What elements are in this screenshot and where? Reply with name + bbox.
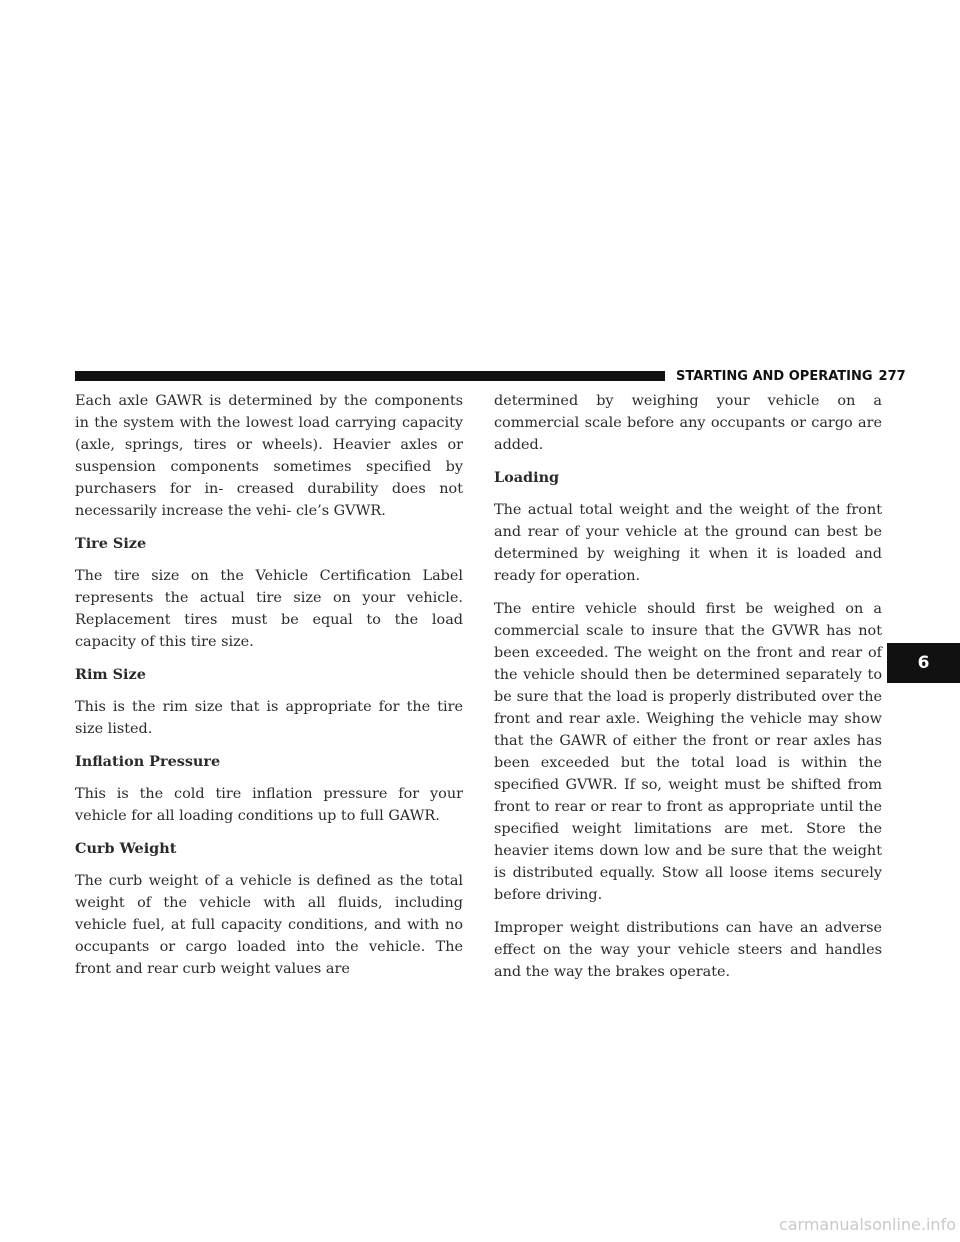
paragraph-curb-weight-continued: determined by weighing your vehicle on a commercial scale before any occupants or cargo are added. xyxy=(494,393,882,453)
paragraph-curb-weight: The curb weight of a vehicle is defined as the total weight of the vehicle with all fluids, including vehicle fuel, at full capacity conditions, and with no occupants or cargo loaded into the vehicle. The front and rear curb weight values are xyxy=(75,873,463,977)
paragraph-loading-1: The actual total weight and the weight of the front and rear of your vehicle at the ground can best be determined by weighing it when it is loaded and ready for operation. xyxy=(494,502,882,584)
running-header xyxy=(676,367,906,387)
heading-loading: Loading xyxy=(494,469,560,486)
watermark: carmanualsonline.info xyxy=(778,1215,956,1234)
header-rule xyxy=(75,371,665,381)
heading-inflation-pressure: Inflation Pressure xyxy=(75,753,221,770)
heading-tire-size: Tire Size xyxy=(75,535,147,552)
paragraph-loading-3: Improper weight distributions can have an adverse effect on the way your vehicle steers and handles and the way the brakes operate. xyxy=(494,920,882,980)
paragraph-inflation-pressure: This is the cold tire inflation pressure for your vehicle for all loading conditions up to full GAWR. xyxy=(75,786,463,824)
paragraph-rim-size: This is the rim size that is appropriate for the tire size listed. xyxy=(75,699,463,737)
paragraph-gawr: Each axle GAWR is determined by the components in the system with the lowest load carrying capacity (axle, springs, tires or wheels). Heavier axles or suspension components sometimes specified by purchasers for in- creased durability does not necessarily increase the vehi- cle’s GVWR. xyxy=(75,393,463,519)
paragraph-tire-size: The tire size on the Vehicle Certification Label represents the actual tire size on your vehicle. Replacement tires must be equal to the load capacity of this tire size. xyxy=(75,568,463,650)
chapter-tab: 6 xyxy=(887,643,960,683)
right-column xyxy=(494,390,882,994)
heading-curb-weight: Curb Weight xyxy=(75,840,177,857)
heading-rim-size: Rim Size xyxy=(75,666,146,683)
page-number: 277 xyxy=(878,369,906,384)
paragraph-loading-2: The entire vehicle should first be weighed on a commercial scale to insure that the GVWR has not been exceeded. The weight on the front and rear of the vehicle should then be determined separately to be sure that the load is properly distributed over the front and rear axle. Weighing the vehicle may show that the GAWR of either the front or rear axles has been exceeded but the total load is within the specified GVWR. If so, weight must be shifted from front to rear or rear to front as appropriate until the specified weight limitations are met. Store the heavier items down low and be sure that the weight is distributed equally. Stow all loose items securely before driving. xyxy=(494,601,882,903)
left-column xyxy=(75,390,463,991)
section-title: STARTING AND OPERATING xyxy=(676,369,873,384)
